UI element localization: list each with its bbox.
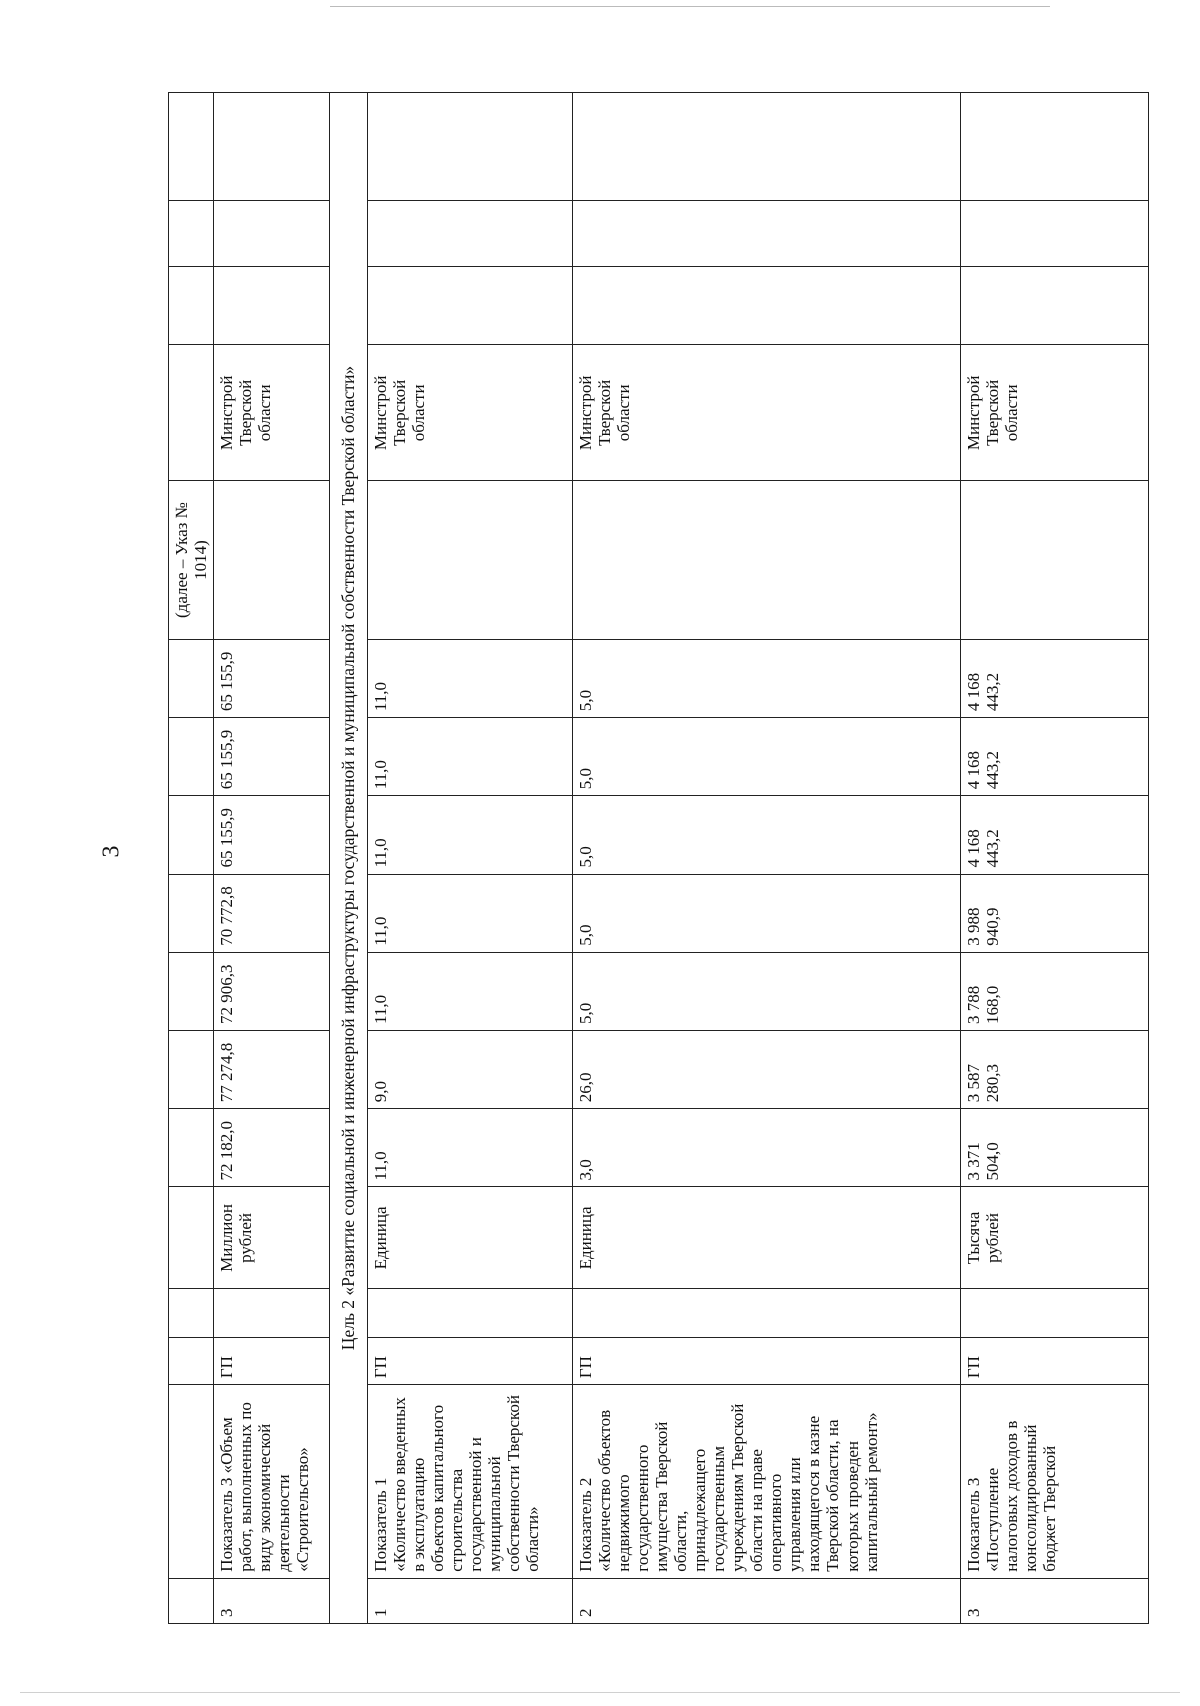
cell-responsible	[169, 345, 214, 481]
cell-value: 3 988 940,9	[961, 874, 1149, 952]
cell-c2	[368, 201, 573, 267]
cell-unit: Единица	[368, 1187, 573, 1289]
rotated-table-wrapper	[168, 92, 1145, 1624]
cell-value: 11,0	[368, 952, 573, 1030]
cell-value: 11,0	[368, 874, 573, 952]
cell-num	[169, 1578, 214, 1623]
cell-indicator	[169, 1385, 214, 1579]
cell-indicator: Показатель 2 «Количество объектов недвижимого государственного имущества Тверской области, принадлежащего государственным учреждениям Тверской области на праве оперативного управления или находящегося в казне Тверской области, на которых проведен капитальный ремонт»	[573, 1385, 961, 1579]
cell-c3	[214, 93, 330, 201]
cell-responsible: Минстрой Тверской области	[368, 345, 573, 481]
cell-unit: Единица	[573, 1187, 961, 1289]
cell-responsible: Минстрой Тверской области	[961, 345, 1149, 481]
cell-c3	[169, 93, 214, 201]
cell-c1	[368, 267, 573, 345]
indicators-table	[168, 92, 1149, 1624]
cell-c1	[169, 267, 214, 345]
cell-c2	[169, 201, 214, 267]
cell-extra	[169, 1289, 214, 1337]
cell-indicator: Показатель 3 «Поступление налоговых доходов в консолидированный бюджет Тверской	[961, 1385, 1149, 1579]
cell-extra	[961, 1289, 1149, 1337]
cell-value: 65 155,9	[214, 718, 330, 796]
cell-value: 4 168 443,2	[961, 639, 1149, 717]
cell-responsible: Минстрой Тверской области	[214, 345, 330, 481]
cell-value: 5,0	[573, 874, 961, 952]
cell-extra	[368, 1289, 573, 1337]
cell-c3	[368, 93, 573, 201]
cell-value: 72 906,3	[214, 952, 330, 1030]
scan-artifact-top	[330, 6, 1050, 7]
cell-value: 3 788 168,0	[961, 952, 1149, 1030]
cell-value: 72 182,0	[214, 1109, 330, 1187]
cell-num: 3	[961, 1578, 1149, 1623]
cell-type	[169, 1337, 214, 1384]
cell-value: 11,0	[368, 796, 573, 874]
cell-unit: Миллион рублей	[214, 1187, 330, 1289]
cell-unit	[169, 1187, 214, 1289]
cell-value: 9,0	[368, 1031, 573, 1109]
cell-value	[169, 952, 214, 1030]
cell-value: 5,0	[573, 639, 961, 717]
page-number: 3	[98, 845, 125, 858]
cell-num: 1	[368, 1578, 573, 1623]
cell-value: 65 155,9	[214, 639, 330, 717]
cell-num: 2	[573, 1578, 961, 1623]
cell-num: 3	[214, 1578, 330, 1623]
cell-type: ГП	[961, 1337, 1149, 1384]
cell-c1	[961, 267, 1149, 345]
cell-type: ГП	[214, 1337, 330, 1384]
cell-type: ГП	[368, 1337, 573, 1384]
table-row	[573, 93, 961, 1624]
cell-value	[169, 1109, 214, 1187]
table-row	[214, 93, 330, 1624]
cell-value: 5,0	[573, 796, 961, 874]
cell-value	[169, 874, 214, 952]
cell-c3	[961, 93, 1149, 201]
cell-value: 3 371 504,0	[961, 1109, 1149, 1187]
cell-basis	[573, 481, 961, 640]
cell-basis	[368, 481, 573, 640]
cell-value: 11,0	[368, 718, 573, 796]
cell-extra	[214, 1289, 330, 1337]
cell-value: 4 168 443,2	[961, 718, 1149, 796]
cell-c2	[961, 201, 1149, 267]
cell-value: 5,0	[573, 718, 961, 796]
cell-c2	[573, 201, 961, 267]
cell-indicator: Показатель 1 «Количество введенных в эксплуатацию объектов капитального строительства государственной и муниципальной собственности Тверской области»	[368, 1385, 573, 1579]
cell-c2	[214, 201, 330, 267]
cell-value: 26,0	[573, 1031, 961, 1109]
scan-artifact-bottom	[20, 1692, 1180, 1693]
cell-value	[169, 639, 214, 717]
cell-value: 5,0	[573, 952, 961, 1030]
cell-basis	[961, 481, 1149, 640]
cell-value: 70 772,8	[214, 874, 330, 952]
cell-value: 3,0	[573, 1109, 961, 1187]
cell-c1	[573, 267, 961, 345]
cell-value: 4 168 443,2	[961, 796, 1149, 874]
cell-basis: (далее – Указ № 1014)	[169, 481, 214, 640]
cell-value: 65 155,9	[214, 796, 330, 874]
cell-responsible: Минстрой Тверской области	[573, 345, 961, 481]
cell-unit: Тысяча рублей	[961, 1187, 1149, 1289]
cell-extra	[573, 1289, 961, 1337]
cell-value: 11,0	[368, 639, 573, 717]
cell-value	[169, 1031, 214, 1109]
cell-value: 3 587 280,3	[961, 1031, 1149, 1109]
table-row-top	[169, 93, 214, 1624]
cell-value	[169, 796, 214, 874]
cell-type: ГП	[573, 1337, 961, 1384]
cell-value	[169, 718, 214, 796]
cell-indicator: Показатель 3 «Объем работ, выполненных по виду экономической деятельности «Строительство»	[214, 1385, 330, 1579]
cell-c1	[214, 267, 330, 345]
table-row	[961, 93, 1149, 1624]
cell-basis	[214, 481, 330, 640]
goal-row	[330, 93, 368, 1624]
goal-2-heading: Цель 2 «Развитие социальной и инженерной инфраструктуры государственной и муниципальной собственности Тверской области»	[330, 93, 368, 1624]
cell-value: 77 274,8	[214, 1031, 330, 1109]
cell-c3	[573, 93, 961, 201]
table-row	[368, 93, 573, 1624]
cell-value: 11,0	[368, 1109, 573, 1187]
